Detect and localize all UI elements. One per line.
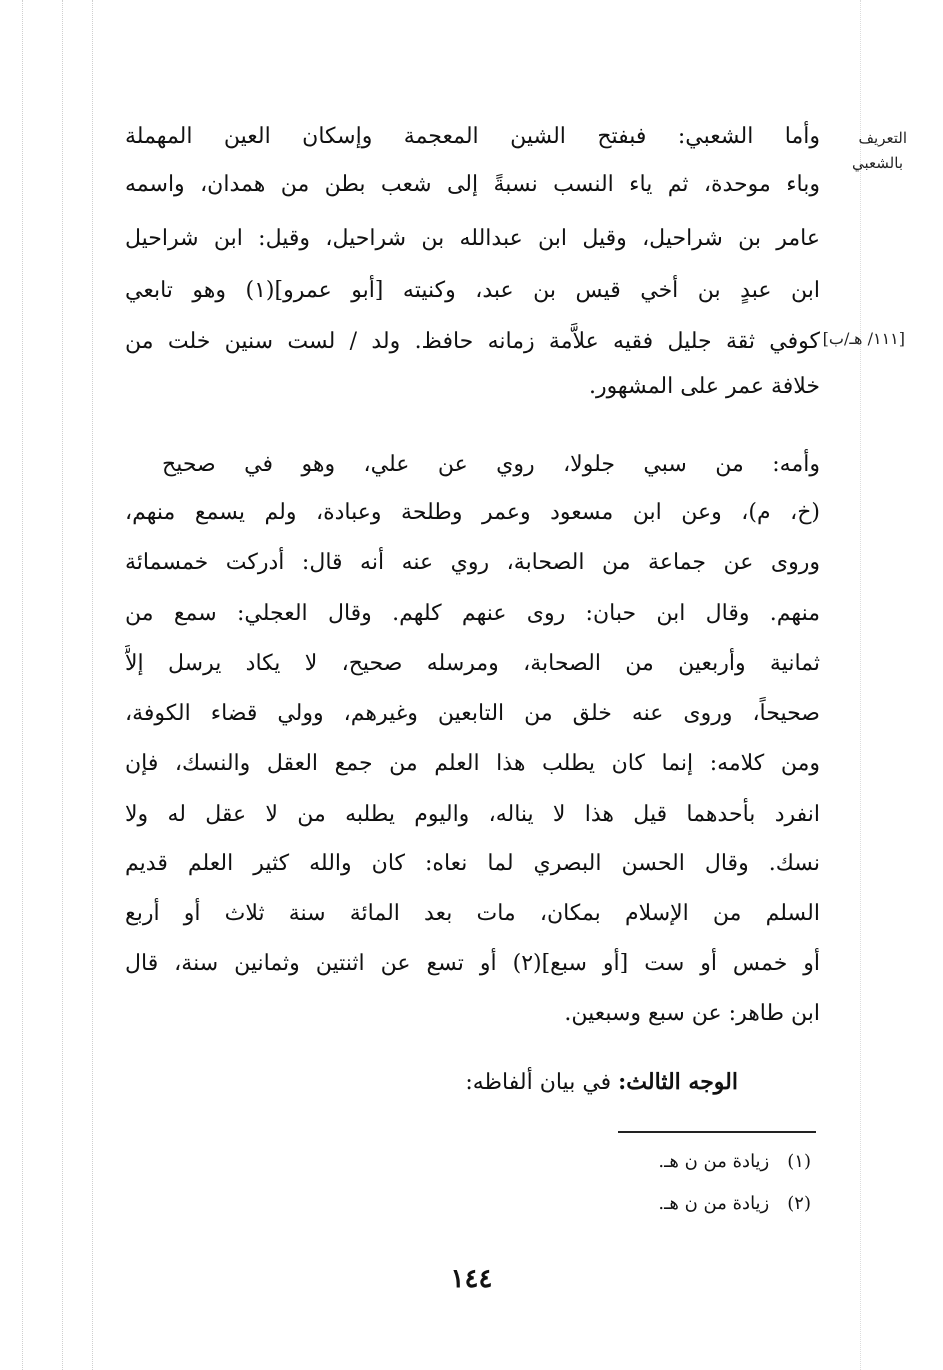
- paragraph2-line6: صحيحاً، وروى عنه خلق من التابعين وغيرهم، وولي قضاء الكوفة،: [125, 701, 820, 726]
- paragraph2-line12: ابن طاهر: عن سبع وسبعين.: [564, 1001, 820, 1026]
- paragraph2-line5: ثمانية وأربعين من الصحابة، ومرسله صحيح، لا يكاد يرسل إلاَّ: [125, 651, 820, 676]
- scan-guide-line: [860, 0, 861, 1370]
- paragraph2-line4: منهم. وقال ابن حبان: روى عنهم كلهم. وقال العجلي: سمع من: [125, 601, 820, 626]
- paragraph1-line3: عامر بن شراحيل، وقيل ابن عبدالله بن شراحيل، وقيل: ابن شراحيل: [125, 226, 820, 251]
- paragraph1-line1: وأما الشعبي: فبفتح الشين المعجمة وإسكان العين المهملة: [125, 124, 820, 149]
- footnote-text: زيادة من ن هـ.: [658, 1151, 770, 1172]
- scan-guide-line: [92, 0, 93, 1370]
- scan-guide-line: [62, 0, 63, 1370]
- footnote-text: زيادة من ن هـ.: [658, 1193, 770, 1214]
- paragraph2-line8: انفرد بأحدهما قيل هذا لا يناله، واليوم يطلبه من لا عقل له ولا: [125, 802, 820, 827]
- paragraph2-line11: أو خمس أو ست [أو سبع](٢) أو تسع عن اثنتين وثمانين سنة، قال: [125, 951, 820, 976]
- section-heading: [238, 1062, 738, 1103]
- paragraph1-line5: كوفي ثقة جليل فقيه علاَّمة زمانه حافظ. ولد / لست سنين خلت من: [125, 329, 820, 354]
- paragraph2-line2: (خ، م)، وعن ابن مسعود وعمر وطلحة وعبادة، ولم يسمع منهم،: [125, 500, 820, 525]
- paragraph2-line7: ومن كلامه: إنما كان يطلب هذا العلم من جمع العقل والنسك، فإن: [125, 751, 820, 776]
- footnote-1: [411, 1148, 811, 1176]
- paragraph2-line3: وروى عن جماعة من الصحابة، روي عنه أنه قال: أدركت خمسمائة: [125, 550, 820, 575]
- margin-note-line2: بالشعبي: [852, 154, 903, 172]
- page-number: ١٤٤: [450, 1264, 493, 1294]
- paragraph2-line10: السلم من الإسلام بمكان، مات بعد المائة سنة ثلاث أو أربع: [125, 901, 820, 926]
- paragraph1-line2: وباء موحدة، ثم ياء النسب نسبةً إلى شعب بطن من همدان، واسمه: [125, 172, 820, 197]
- paragraph2-line9: نسك. وقال الحسن البصري لما نعاه: كان والله كثير العلم قديم: [125, 851, 820, 876]
- section-heading-text: في بيان ألفاظه:: [465, 1070, 612, 1095]
- margin-note-line1: التعريف: [858, 129, 907, 147]
- footnote-number: (٢): [787, 1193, 811, 1214]
- scan-guide-line: [22, 0, 23, 1370]
- footnote-separator: [618, 1131, 816, 1133]
- manuscript-folio-reference: [١١١/ هـ/ب]: [822, 329, 905, 348]
- paragraph2-line1: وأمه: من سبي جلولا، روي عن علي، وهو في صحيح: [162, 452, 820, 477]
- footnote-2: [411, 1190, 811, 1218]
- footnote-number: (١): [787, 1151, 811, 1172]
- paragraph1-line6: خلافة عمر على المشهور.: [588, 374, 820, 399]
- section-heading-label: الوجه الثالث:: [618, 1069, 738, 1095]
- paragraph1-line4: ابن عبدٍ بن أخي قيس بن عبد، وكنيته [أبو عمرو](١) وهو تابعي: [125, 278, 820, 303]
